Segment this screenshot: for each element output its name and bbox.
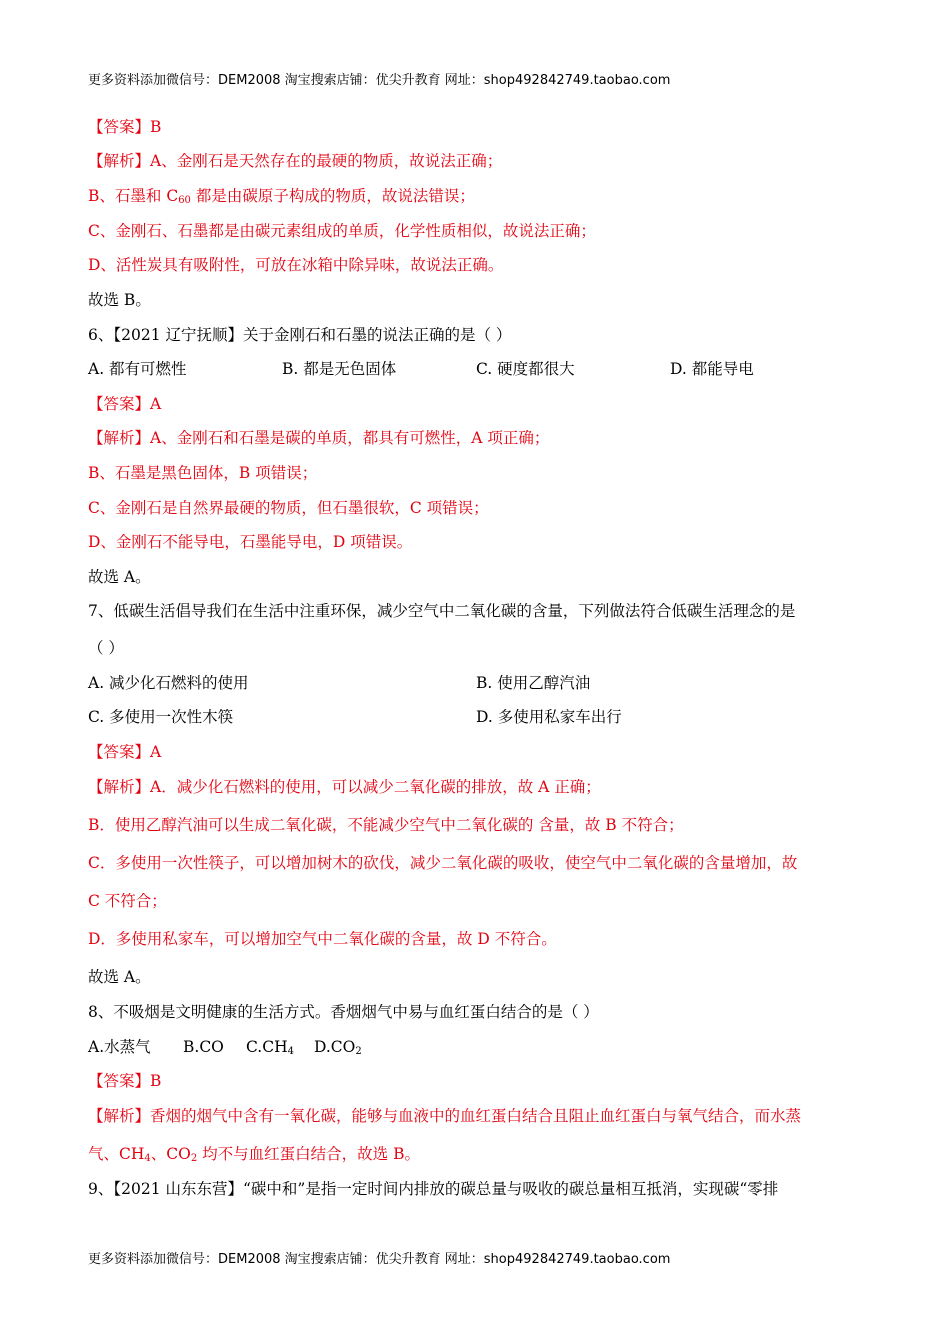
q9-stem: 9、【2021 山东东营】“碳中和”是指一定时间内排放的碳总量与吸收的碳总量相互抵消，实现碳“零排 bbox=[88, 1180, 779, 1198]
q6-analysis-4: D、金刚石不能导电，石墨能导电，D 项错误。 bbox=[88, 533, 413, 551]
q8-option-d-sub: 2 bbox=[355, 1046, 362, 1057]
q5-analysis-b-sub: 60 bbox=[178, 195, 191, 206]
q5-analysis-b-pre: B、石墨和 C bbox=[88, 187, 179, 205]
q7-option-d: D. 多使用私家车出行 bbox=[476, 708, 622, 726]
q5-analysis-a: 【解析】A、金刚石是天然存在的最硬的物质，故说法正确； bbox=[88, 152, 503, 170]
q8-option-d bbox=[314, 1037, 362, 1062]
q7-analysis-2: B．使用乙醇汽油可以生成二氧化碳，不能减少空气中二氧化碳的 含量，故 B 不符合； bbox=[88, 816, 684, 834]
q7-option-b: B. 使用乙醇汽油 bbox=[476, 674, 591, 692]
q8-option-c-sub: 4 bbox=[287, 1046, 294, 1057]
q8-option-c bbox=[246, 1037, 294, 1062]
q7-analysis-3: C．多使用一次性筷子，可以增加树木的砍伐，减少二氧化碳的吸收，使空气中二氧化碳的含量增加，故 bbox=[88, 854, 798, 872]
q8-analysis-2-sub2: 2 bbox=[190, 1153, 198, 1164]
q8-option-b: B.CO bbox=[183, 1038, 224, 1056]
page-footer: 更多资料添加微信号：DEM2008 淘宝搜索店铺：优尖升教育 网址：shop492842749.taobao.com bbox=[88, 1252, 671, 1267]
q8-analysis-1: 【解析】香烟的烟气中含有一氧化碳，能够与血液中的血红蛋白结合且阻止血红蛋白与氧气结合，而水蒸 bbox=[88, 1107, 802, 1125]
q7-analysis-4: C 不符合； bbox=[88, 892, 167, 910]
q5-analysis-b bbox=[88, 186, 475, 211]
page-header: 更多资料添加微信号：DEM2008 淘宝搜索店铺：优尖升教育 网址：shop492842749.taobao.com bbox=[88, 73, 671, 88]
q7-analysis-1: 【解析】A．减少化石燃料的使用，可以减少二氧化碳的排放，故 A 正确； bbox=[88, 778, 601, 796]
q6-option-c: C. 硬度都很大 bbox=[476, 360, 575, 378]
q8-option-a: A.水蒸气 bbox=[88, 1038, 151, 1056]
q7-option-a: A. 减少化石燃料的使用 bbox=[88, 674, 249, 692]
q8-analysis-2-pre: 气、CH bbox=[88, 1145, 145, 1163]
q6-analysis-3: C、金刚石是自然界最硬的物质，但石墨很软，C 项错误； bbox=[88, 499, 489, 517]
q8-stem: 8、不吸烟是文明健康的生活方式。香烟烟气中易与血红蛋白结合的是（ ） bbox=[88, 1003, 599, 1021]
q6-analysis-2: B、石墨是黑色固体，B 项错误； bbox=[88, 464, 318, 482]
q5-analysis-b-post: 都是由碳原子构成的物质，故说法错误； bbox=[190, 187, 475, 205]
q7-stem: 7、低碳生活倡导我们在生活中注重环保，减少空气中二氧化碳的含量，下列做法符合低碳生活理念的是 bbox=[88, 602, 796, 620]
q8-option-c-pre: C.CH bbox=[246, 1038, 288, 1056]
q6-conclusion: 故选 A。 bbox=[88, 568, 151, 586]
q5-analysis-c: C、金刚石、石墨都是由碳元素组成的单质，化学性质相似，故说法正确； bbox=[88, 222, 596, 240]
q5-conclusion: 故选 B。 bbox=[88, 291, 151, 309]
q7-conclusion: 故选 A。 bbox=[88, 968, 151, 986]
q8-answer: 【答案】B bbox=[88, 1072, 162, 1090]
q8-analysis-2 bbox=[88, 1144, 420, 1169]
q7-option-c: C. 多使用一次性木筷 bbox=[88, 708, 234, 726]
q8-analysis-2-mid: 、CO bbox=[150, 1145, 191, 1163]
q7-answer: 【答案】A bbox=[88, 743, 162, 761]
q5-answer: 【答案】B bbox=[88, 118, 162, 136]
q6-analysis-1: 【解析】A、金刚石和石墨是碳的单质，都具有可燃性，A 项正确； bbox=[88, 429, 550, 447]
q7-stem-paren: （ ） bbox=[88, 639, 124, 657]
q6-option-a: A. 都有可燃性 bbox=[88, 360, 187, 378]
q6-answer: 【答案】A bbox=[88, 395, 162, 413]
q5-analysis-d: D、活性炭具有吸附性，可放在冰箱中除异味，故说法正确。 bbox=[88, 256, 504, 274]
q7-analysis-5: D．多使用私家车，可以增加空气中二氧化碳的含量，故 D 不符合。 bbox=[88, 930, 557, 948]
q6-stem: 6、【2021 辽宁抚顺】关于金刚石和石墨的说法正确的是（ ） bbox=[88, 326, 512, 344]
q6-option-d: D. 都能导电 bbox=[670, 360, 754, 378]
q6-option-b: B. 都是无色固体 bbox=[282, 360, 397, 378]
q8-analysis-2-post: 均不与血红蛋白结合，故选 B。 bbox=[197, 1145, 420, 1163]
q8-option-d-pre: D.CO bbox=[314, 1038, 356, 1056]
q8-analysis-2-sub1: 4 bbox=[144, 1153, 151, 1164]
